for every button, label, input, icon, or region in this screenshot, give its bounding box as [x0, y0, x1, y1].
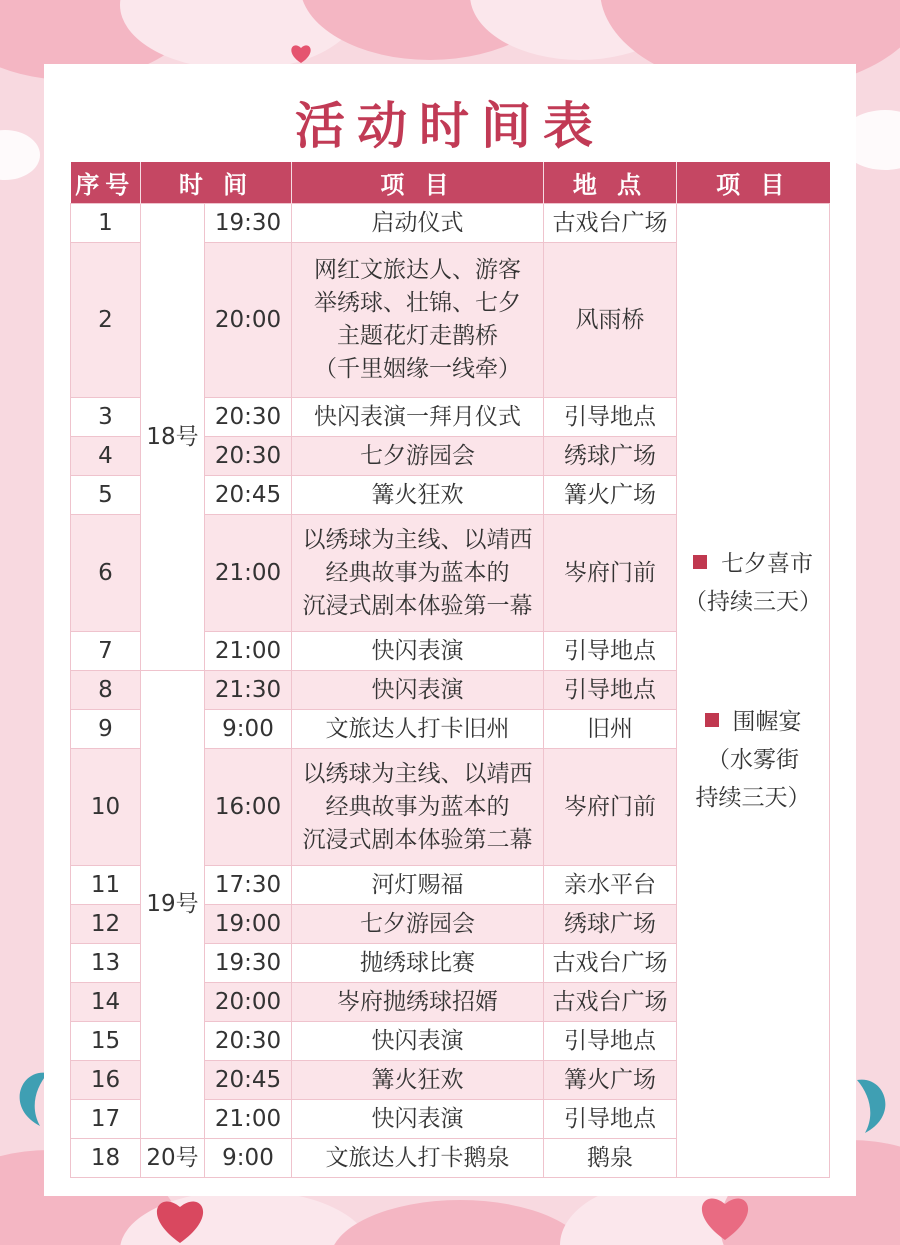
row-number: 11 [71, 866, 141, 905]
row-item: 篝火狂欢 [292, 476, 544, 515]
row-place: 岑府门前 [544, 749, 677, 866]
schedule-table [70, 162, 830, 1178]
side-item-note: （水雾街 持续三天） [695, 746, 811, 811]
row-time: 20:00 [205, 983, 292, 1022]
row-number: 6 [71, 515, 141, 632]
row-item: 文旅达人打卡旧州 [292, 710, 544, 749]
row-place: 旧州 [544, 710, 677, 749]
table-header-row [71, 162, 830, 204]
row-number: 7 [71, 632, 141, 671]
row-number: 8 [71, 671, 141, 710]
row-time: 20:30 [205, 437, 292, 476]
square-bullet-icon [705, 713, 719, 727]
row-time: 21:00 [205, 632, 292, 671]
row-item: 启动仪式 [292, 204, 544, 243]
row-place: 篝火广场 [544, 1061, 677, 1100]
row-item: 快闪表演 [292, 1022, 544, 1061]
row-place: 引导地点 [544, 632, 677, 671]
row-number: 10 [71, 749, 141, 866]
row-number: 14 [71, 983, 141, 1022]
row-item: 篝火狂欢 [292, 1061, 544, 1100]
heart-icon [855, 1075, 895, 1135]
row-place: 引导地点 [544, 1022, 677, 1061]
row-time: 19:00 [205, 905, 292, 944]
table-row [71, 204, 830, 243]
row-number: 5 [71, 476, 141, 515]
row-number: 13 [71, 944, 141, 983]
row-item: 岑府抛绣球招婿 [292, 983, 544, 1022]
row-item: 快闪表演一拜月仪式 [292, 398, 544, 437]
row-number: 4 [71, 437, 141, 476]
row-item: 七夕游园会 [292, 437, 544, 476]
date-cell: 18号 [141, 204, 205, 671]
header-place: 地 点 [544, 162, 677, 204]
row-item: 网红文旅达人、游客 举绣球、壮锦、七夕 主题花灯走鹊桥 （千里姻缘一线牵） [292, 243, 544, 398]
row-number: 15 [71, 1022, 141, 1061]
row-item: 抛绣球比赛 [292, 944, 544, 983]
row-place: 古戏台广场 [544, 983, 677, 1022]
row-place: 引导地点 [544, 398, 677, 437]
row-item: 快闪表演 [292, 1100, 544, 1139]
header-item: 项 目 [292, 162, 544, 204]
row-number: 17 [71, 1100, 141, 1139]
row-item: 快闪表演 [292, 671, 544, 710]
row-time: 20:45 [205, 1061, 292, 1100]
row-time: 20:30 [205, 398, 292, 437]
row-item: 以绣球为主线、以靖西 经典故事为蓝本的 沉浸式剧本体验第一幕 [292, 515, 544, 632]
row-number: 9 [71, 710, 141, 749]
row-number: 2 [71, 243, 141, 398]
row-place: 引导地点 [544, 671, 677, 710]
row-item: 河灯赐福 [292, 866, 544, 905]
row-time: 20:45 [205, 476, 292, 515]
row-place: 亲水平台 [544, 866, 677, 905]
page-title: 活动时间表 [295, 97, 605, 155]
heart-icon [695, 1192, 755, 1242]
heart-icon [290, 44, 312, 64]
row-time: 21:00 [205, 515, 292, 632]
row-place: 鹅泉 [544, 1139, 677, 1178]
row-time: 19:30 [205, 204, 292, 243]
row-place: 岑府门前 [544, 515, 677, 632]
side-item-note: （持续三天） [684, 588, 823, 615]
header-no: 序号 [71, 162, 141, 204]
side-events-cell [677, 204, 830, 1178]
row-place: 绣球广场 [544, 437, 677, 476]
row-number: 12 [71, 905, 141, 944]
row-place: 引导地点 [544, 1100, 677, 1139]
date-cell: 19号 [141, 671, 205, 1139]
row-time: 19:30 [205, 944, 292, 983]
row-time: 9:00 [205, 710, 292, 749]
row-place: 风雨桥 [544, 243, 677, 398]
row-time: 21:00 [205, 1100, 292, 1139]
row-number: 18 [71, 1139, 141, 1178]
side-item-name: 围幄宴 [732, 708, 802, 735]
row-item: 以绣球为主线、以靖西 经典故事为蓝本的 沉浸式剧本体验第二幕 [292, 749, 544, 866]
row-time: 16:00 [205, 749, 292, 866]
header-extra: 项 目 [677, 162, 830, 204]
row-time: 21:30 [205, 671, 292, 710]
row-item: 七夕游园会 [292, 905, 544, 944]
header-time: 时 间 [141, 162, 292, 204]
row-item: 快闪表演 [292, 632, 544, 671]
row-place: 古戏台广场 [544, 944, 677, 983]
row-time: 20:30 [205, 1022, 292, 1061]
row-time: 17:30 [205, 866, 292, 905]
date-cell: 20号 [141, 1139, 205, 1178]
row-item: 文旅达人打卡鹅泉 [292, 1139, 544, 1178]
row-number: 1 [71, 204, 141, 243]
row-number: 16 [71, 1061, 141, 1100]
side-item-name: 七夕喜市 [721, 550, 814, 577]
row-number: 3 [71, 398, 141, 437]
row-time: 9:00 [205, 1139, 292, 1178]
row-place: 古戏台广场 [544, 204, 677, 243]
row-place: 绣球广场 [544, 905, 677, 944]
schedule-card [44, 64, 856, 1196]
square-bullet-icon [693, 555, 707, 569]
row-place: 篝火广场 [544, 476, 677, 515]
row-time: 20:00 [205, 243, 292, 398]
heart-icon [150, 1195, 210, 1245]
